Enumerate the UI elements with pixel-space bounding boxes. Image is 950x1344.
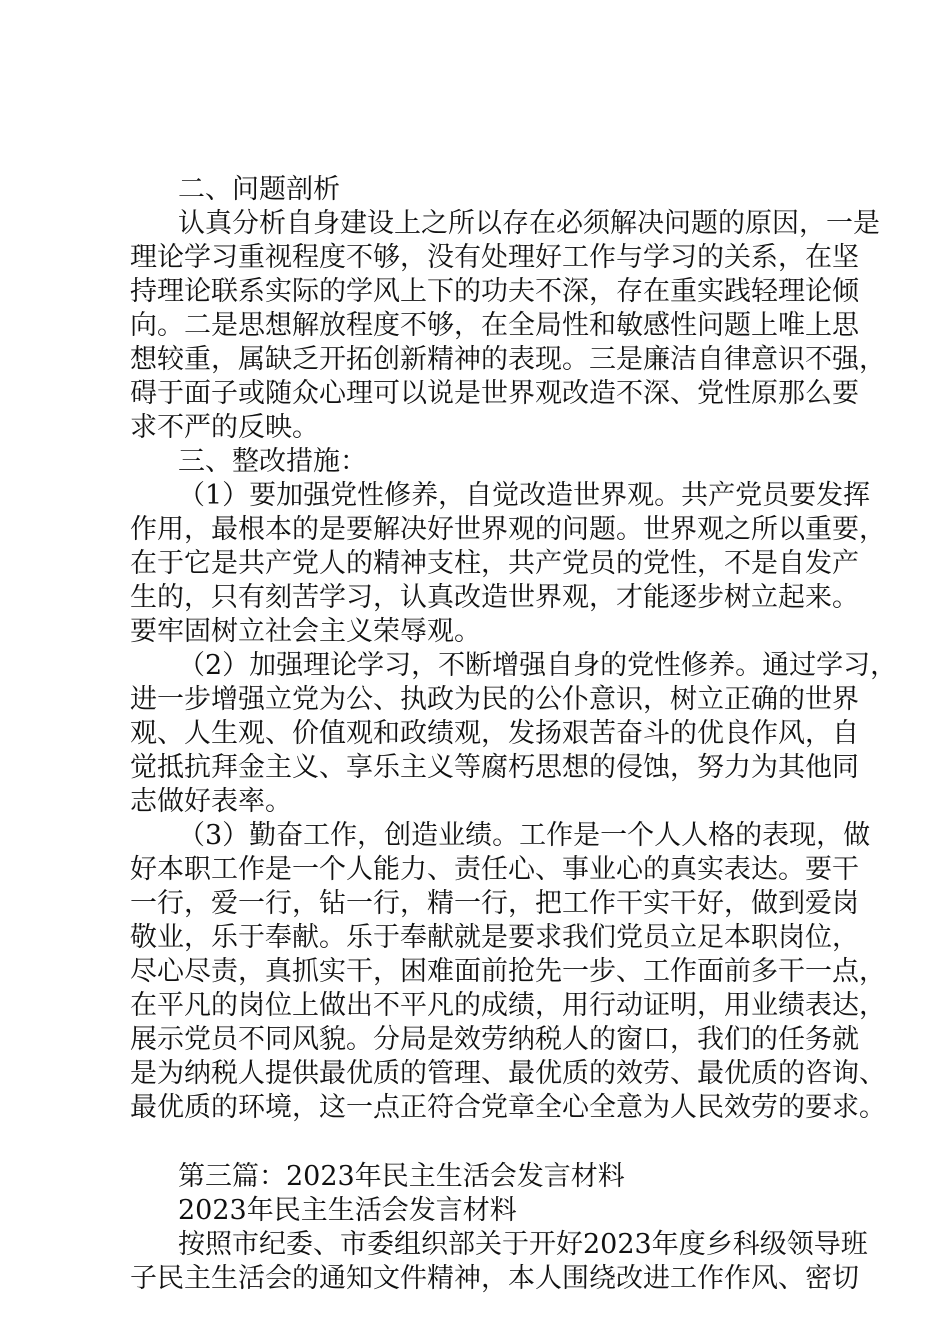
paragraph-line: 志做好表率。 [130, 786, 292, 817]
paragraph-line: 生的，只有刻苦学习，认真改造世界观，才能逐步树立起来。 [130, 582, 859, 613]
paragraph-line: 持理论联系实际的学风上下的功夫不深，存在重实践轻理论倾 [130, 276, 859, 307]
paragraph-line: 理论学习重视程度不够，没有处理好工作与学习的关系，在坚 [130, 242, 859, 273]
paragraph-line: 觉抵抗拜金主义、享乐主义等腐朽思想的侵蚀，努力为其他同 [130, 752, 859, 783]
paragraph-line: （2）加强理论学习，不断增强自身的党性修养。通过学习， [178, 650, 898, 681]
paragraph-line: 想较重，属缺乏开拓创新精神的表现。三是廉洁自律意识不强， [130, 344, 886, 375]
chapter-heading: 第三篇：2023年民主生活会发言材料 [178, 1161, 625, 1192]
chapter-title: 2023年民主生活会发言材料 [178, 1195, 517, 1226]
paragraph-line: 一行，爱一行，钻一行，精一行，把工作干实干好，做到爱岗 [130, 888, 859, 919]
paragraph-line: （1）要加强党性修养，自觉改造世界观。共产党员要发挥 [178, 480, 871, 511]
paragraph-line: 在于它是共产党人的精神支柱，共产党员的党性，不是自发产 [130, 548, 859, 579]
paragraph-line: 碍于面子或随众心理可以说是世界观改造不深、党性原那么要 [130, 378, 859, 409]
paragraph-line: 敬业，乐于奉献。乐于奉献就是要求我们党员立足本职岗位， [130, 922, 859, 953]
paragraph-line: 作用，最根本的是要解决好世界观的问题。世界观之所以重要， [130, 514, 886, 545]
paragraph-line: 求不严的反映。 [130, 412, 319, 443]
section-heading-measures: 三、整改措施： [178, 446, 367, 477]
paragraph-line: 子民主生活会的通知文件精神，本人围绕改进工作作风、密切 [130, 1263, 859, 1294]
paragraph-line: 要牢固树立社会主义荣辱观。 [130, 616, 481, 647]
paragraph-line: 最优质的环境，这一点正符合党章全心全意为人民效劳的要求。 [130, 1092, 886, 1123]
paragraph-line: 向。二是思想解放程度不够，在全局性和敏感性问题上唯上思 [130, 310, 859, 341]
paragraph-line: 在平凡的岗位上做出不平凡的成绩，用行动证明，用业绩表达， [130, 990, 886, 1021]
paragraph-line: 按照市纪委、市委组织部关于开好2023年度乡科级领导班 [178, 1229, 868, 1260]
paragraph-line: 展示党员不同风貌。分局是效劳纳税人的窗口，我们的任务就 [130, 1024, 859, 1055]
paragraph-line: 观、人生观、价值观和政绩观，发扬艰苦奋斗的优良作风，自 [130, 718, 859, 749]
paragraph-line: 认真分析自身建设上之所以存在必须解决问题的原因，一是 [178, 208, 880, 239]
section-heading-analysis: 二、问题剖析 [178, 174, 340, 205]
paragraph-line: （3）勤奋工作，创造业绩。工作是一个人人格的表现，做 [178, 820, 871, 851]
paragraph-line: 尽心尽责，真抓实干，困难面前抢先一步、工作面前多干一点， [130, 956, 886, 987]
paragraph-line: 是为纳税人提供最优质的管理、最优质的效劳、最优质的咨询、 [130, 1058, 886, 1089]
paragraph-line: 好本职工作是一个人能力、责任心、事业心的真实表达。要干 [130, 854, 859, 885]
paragraph-line: 进一步增强立党为公、执政为民的公仆意识，树立正确的世界 [130, 684, 859, 715]
